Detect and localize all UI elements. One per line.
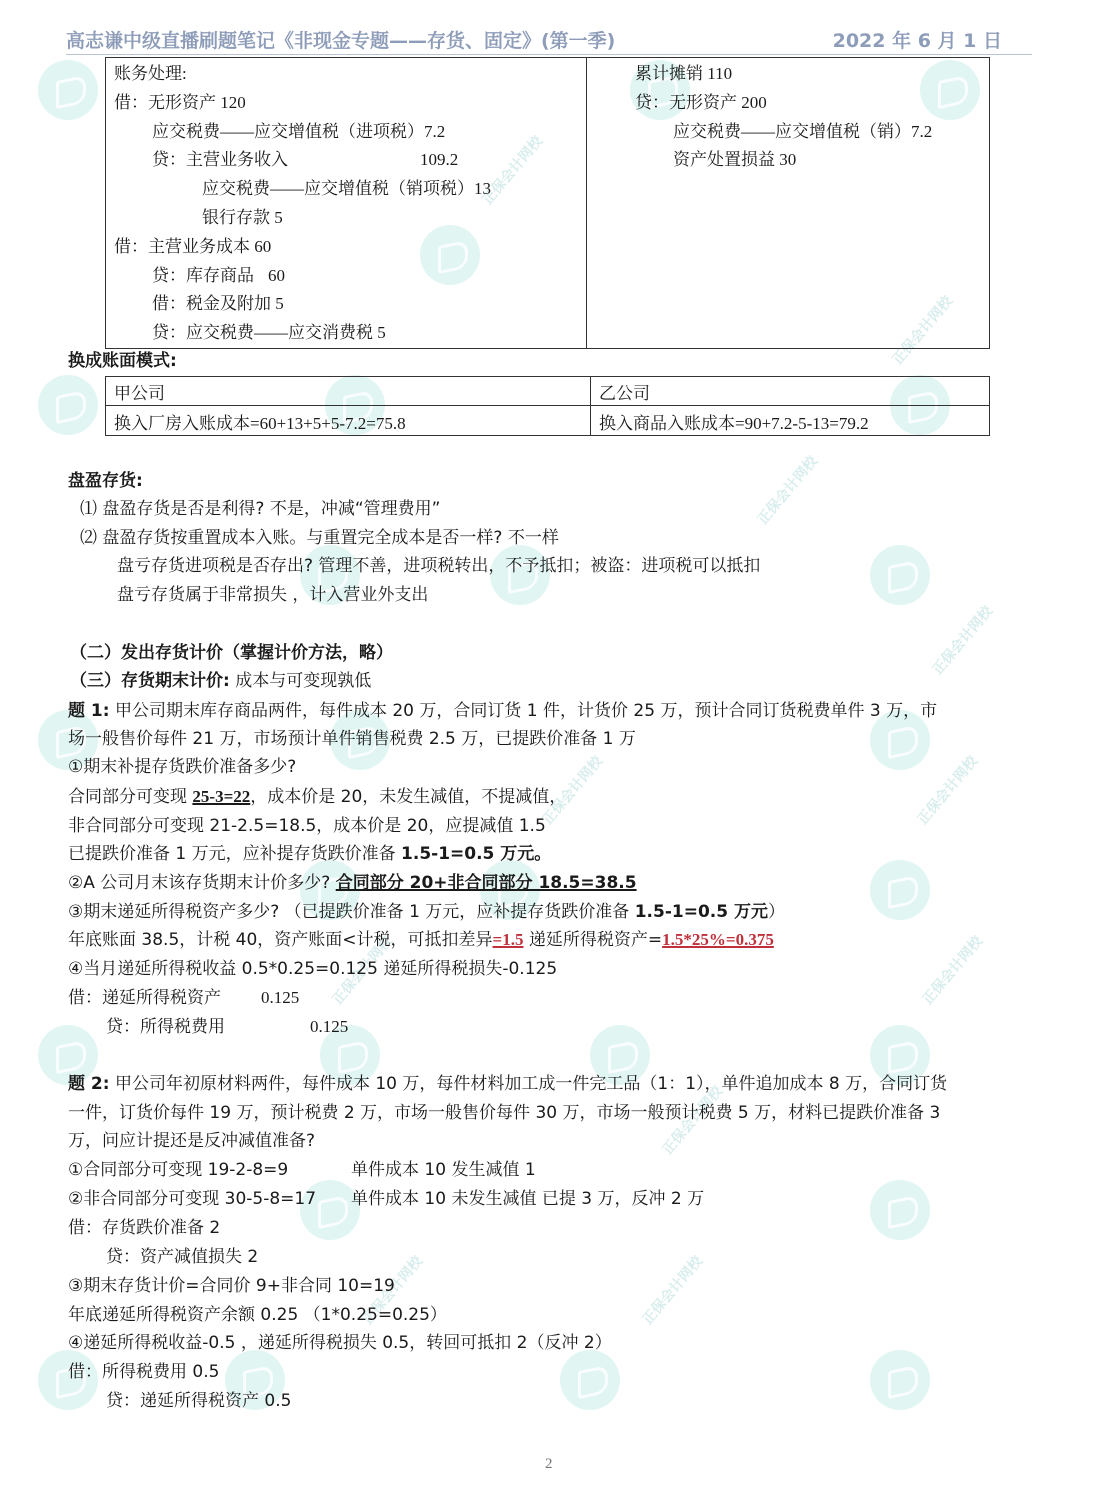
document-date: 2022 年 6 月 1 日 [832, 30, 1002, 52]
q1-line: 贷：所得税费用 0.125 [106, 1017, 349, 1037]
entry-line: 银行存款 5 [202, 207, 283, 227]
entry-line: 贷：主营业务收入 109.2 [152, 150, 459, 170]
journal-entry-right-cell [587, 58, 990, 349]
book-mode-cell-jia: 换入厂房入账成本=60+13+5+5-7.2=75.8 [106, 406, 591, 436]
entry-line: 应交税费——应交增值税（进项税）7.2 [152, 121, 446, 141]
page-number: 2 [545, 1456, 553, 1472]
q1-line: 借：递延所得税资产 0.125 [68, 988, 300, 1008]
surplus-note: 盘亏存货属于非常损失 ，计入营业外支出 [117, 585, 429, 605]
q2-line: 贷：递延所得税资产 0.5 [106, 1391, 292, 1411]
book-mode-heading: 换成账面模式: [68, 351, 177, 371]
watermark-logo-icon [870, 1350, 930, 1410]
document-title: 高志谦中级直播刷题笔记《非现金专题——存货、固定》(第一季) [66, 30, 616, 52]
watermark-logo-icon [870, 1180, 930, 1240]
surplus-item: ⑴ 盘盈存货是否是利得? 不是，冲减“管理费用” [80, 499, 441, 519]
section-heading-2: （二）发出存货计价（掌握计价方法，略） [70, 643, 393, 663]
watermark-logo-icon [560, 1350, 620, 1410]
q2-line: ①合同部分可变现 19-2-8=9 单件成本 10 发生减值 1 [68, 1160, 536, 1180]
book-mode-cell-yi: 换入商品入账成本=90+7.2-5-13=79.2 [591, 406, 990, 436]
question-2-text: 题 2: 甲公司年初原材料两件，每件成本 10 万，每件材料加工成一件完工品（1：1），单件追加成本 8 万，合同订货 [68, 1074, 948, 1094]
q2-line: 年底递延所得税资产余额 0.25 （1*0.25=0.25） [68, 1305, 447, 1325]
page-header [66, 24, 1032, 55]
question-2-text: 一件，订货价每件 19 万，预计税费 2 万，市场一般售价每件 30 万，市场一般预计税费 5 万，材料已提跌价准备 3 [68, 1103, 941, 1123]
entry-line: 应交税费——应交增值税（销）7.2 [673, 121, 933, 141]
surplus-note: 盘亏存货进项税是否存出? 管理不善，进项税转出，不予抵扣；被盗：进项税可以抵扣 [117, 556, 761, 576]
q2-line: 借：存货跌价准备 2 [68, 1218, 221, 1238]
watermark-text: 正保会计网校 [359, 1253, 426, 1328]
watermark-text: 正保会计网校 [754, 453, 821, 528]
watermark-logo-icon [870, 545, 930, 605]
q2-line: ④递延所得税收益-0.5 ，递延所得税损失 0.5，转回可抵扣 2（反冲 2） [68, 1333, 612, 1353]
watermark-text: 正保会计网校 [889, 293, 956, 368]
surplus-item: ⑵ 盘盈存货按重置成本入账。与重置完全成本是否一样? 不一样 [80, 528, 559, 548]
entry-line: 账务处理: [114, 64, 187, 83]
book-mode-header-jia: 甲公司 [106, 377, 591, 406]
book-mode-header-yi: 乙公司 [591, 377, 990, 406]
q2-line: ②非合同部分可变现 30-5-8=17 单件成本 10 未发生减值 已提 3 万，反冲 2 万 [68, 1189, 705, 1209]
entry-line: 借：税金及附加 5 [152, 294, 284, 314]
watermark-logo-icon [870, 860, 930, 920]
watermark-text: 正保会计网校 [329, 933, 396, 1008]
entry-line: 应交税费——应交增值税（销项税）13 [202, 179, 491, 199]
q2-line: ③期末存货计价=合同价 9+非合同 10=19 [68, 1276, 395, 1296]
watermark-text: 正保会计网校 [479, 133, 546, 208]
watermark-text: 正保会计网校 [639, 1253, 706, 1328]
journal-entry-left-cell [106, 58, 587, 349]
watermark-logo-icon [38, 60, 98, 120]
entry-line: 累计摊销 110 [635, 64, 733, 83]
q1-line: ④当月递延所得税收益 0.5*0.25=0.125 递延所得税损失-0.125 [68, 959, 558, 979]
entry-line: 借：无形资产 120 [114, 92, 246, 112]
q1-line: 已提跌价准备 1 万元，应补提存货跌价准备 1.5-1=0.5 万元。 [68, 844, 552, 864]
entry-line: 贷：无形资产 200 [635, 92, 767, 112]
book-mode-table [105, 376, 990, 436]
watermark-text: 正保会计网校 [659, 1083, 726, 1158]
q1-line: 合同部分可变现 25-3=22，成本价是 20，未发生减值，不提减值， [68, 787, 567, 807]
watermark-text: 正保会计网校 [539, 753, 606, 828]
watermark-text: 正保会计网校 [929, 603, 996, 678]
q1-line: ③期末递延所得税资产多少? （已提跌价准备 1 万元，应补提存货跌价准备 1.5-1=0.5 万元） [68, 902, 785, 922]
journal-entry-table [105, 57, 990, 349]
section-heading-3: （三）存货期末计价: 成本与可变现孰低 [70, 671, 372, 691]
watermark-text: 正保会计网校 [919, 933, 986, 1008]
q1-line: 非合同部分可变现 21-2.5=18.5，成本价是 20，应提减值 1.5 [68, 816, 546, 836]
q2-line: 借：所得税费用 0.5 [68, 1362, 220, 1382]
q1-line: 年底账面 38.5，计税 40，资产账面<计税，可抵扣差异=1.5 递延所得税资产=1.5*25%=0.375 [68, 930, 774, 950]
entry-line: 贷：库存商品 60 [152, 265, 285, 285]
entry-line: 借：主营业务成本 60 [114, 236, 272, 256]
q1-line: ②A 公司月末该存货期末计价多少? 合同部分 20+非合同部分 18.5=38.5 [68, 873, 637, 893]
question-1-text: 题 1: 甲公司期末库存商品两件，每件成本 20 万，合同订货 1 件，计货价 25 万，预计合同订货税费单件 3 万，市 [68, 701, 938, 721]
entry-line: 资产处置损益 30 [673, 150, 797, 170]
watermark-text: 正保会计网校 [914, 753, 981, 828]
entry-line: 贷：应交税费——应交消费税 5 [152, 323, 386, 343]
question-1-text: 场一般售价每件 21 万，市场预计单件销售税费 2.5 万，已提跌价准备 1 万 [68, 729, 636, 749]
surplus-heading: 盘盈存货: [68, 471, 143, 491]
question-2-text: 万，问应计提还是反冲减值准备? [68, 1131, 316, 1151]
q1-line: ①期末补提存货跌价准备多少? [68, 757, 297, 777]
q2-line: 贷：资产减值损失 2 [106, 1247, 259, 1267]
watermark-logo-icon [38, 375, 98, 435]
